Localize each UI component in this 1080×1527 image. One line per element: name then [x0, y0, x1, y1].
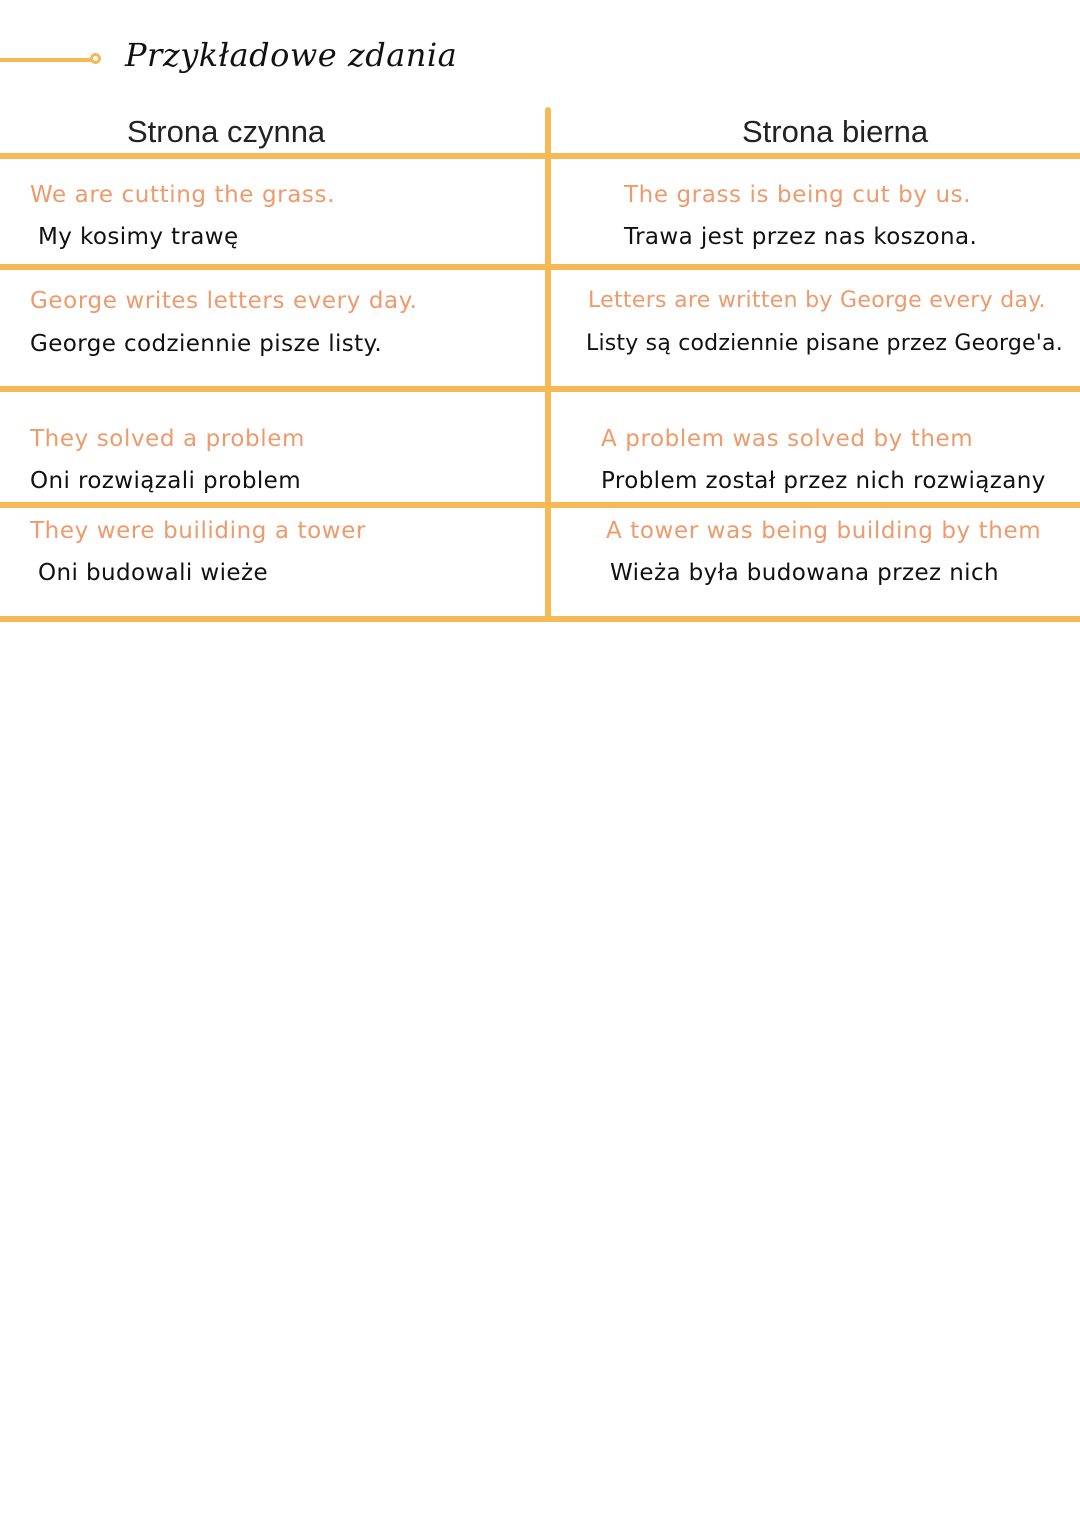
- header-passive: Strona bierna: [742, 114, 929, 149]
- row1-passive-polish: Trawa jest przez nas koszona.: [624, 224, 978, 250]
- row1-passive-english: The grass is being cut by us.: [624, 182, 972, 208]
- row4-active-english: They were builiding a tower: [30, 518, 367, 544]
- row3-passive-english: A problem was solved by them: [601, 426, 974, 452]
- row2-active-english: George writes letters every day.: [30, 288, 418, 314]
- row3-active-polish: Oni rozwiązali problem: [30, 468, 301, 494]
- header-active: Strona czynna: [127, 114, 326, 149]
- title-bullet-circle: [90, 53, 101, 64]
- row-divider: [0, 153, 1080, 159]
- row4-active-polish: Oni budowali wieże: [38, 560, 269, 586]
- row1-active-polish: My kosimy trawę: [38, 224, 239, 250]
- page-title: Przykładowe zdania: [125, 36, 458, 74]
- title-decoration-line: [0, 58, 92, 62]
- row2-passive-polish: Listy są codziennie pisane przez George'a.: [586, 331, 1063, 356]
- row2-passive-english: Letters are written by George every day.: [588, 288, 1046, 313]
- row-divider: [0, 264, 1080, 270]
- row2-active-polish: George codziennie pisze listy.: [30, 331, 383, 357]
- row-divider: [0, 502, 1080, 508]
- row4-passive-english: A tower was being building by them: [606, 518, 1042, 544]
- row3-passive-polish: Problem został przez nich rozwiązany: [601, 468, 1046, 494]
- row-divider: [0, 616, 1080, 622]
- row3-active-english: They solved a problem: [30, 426, 305, 452]
- row1-active-english: We are cutting the grass.: [30, 182, 335, 208]
- row4-passive-polish: Wieża była budowana przez nich: [610, 560, 999, 586]
- row-divider: [0, 386, 1080, 392]
- column-divider: [545, 107, 551, 619]
